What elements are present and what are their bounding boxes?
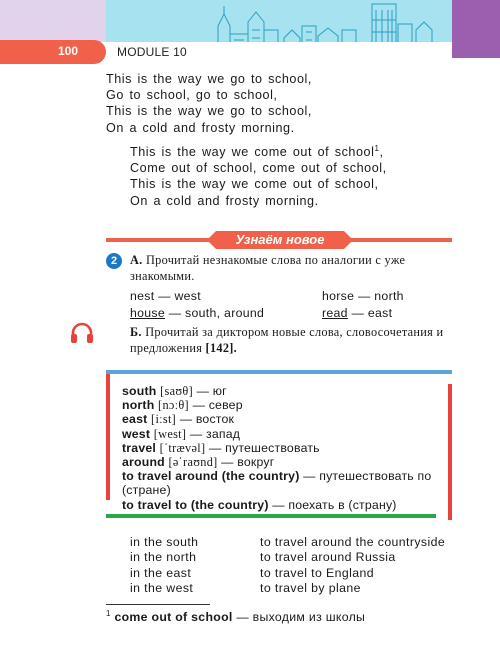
vocab-box-right-border bbox=[448, 384, 452, 520]
poem-verse-1 bbox=[106, 71, 312, 136]
vocab-entry: to travel around (the country) — путешествовать по (стране) bbox=[122, 469, 432, 498]
vocab-box-bottom-border bbox=[106, 514, 436, 518]
footnote: $^1$ come out of school — выходим из школы bbox=[106, 608, 366, 624]
phrase-list-right bbox=[260, 535, 445, 597]
footnote-mark: 1 bbox=[374, 143, 380, 153]
poem-line: On a cold and frosty morning. bbox=[130, 193, 319, 208]
headphones-icon[interactable] bbox=[70, 322, 94, 344]
phrase-item: in the west bbox=[130, 581, 194, 596]
vocab-box-left-border bbox=[106, 374, 110, 500]
header-lilac-block bbox=[0, 0, 108, 42]
phrase-list-left bbox=[130, 535, 198, 597]
vocab-entry: west [west] — запад bbox=[122, 426, 241, 441]
phrase-item: to travel around Russia bbox=[260, 550, 396, 565]
vocab-entry: south [saʊθ] — юг bbox=[122, 384, 227, 398]
footnote-divider bbox=[106, 604, 210, 605]
vocab-entry: travel [ˈtrævəl] — путешествовать bbox=[122, 440, 320, 455]
poem-line: This is the way we go to school, bbox=[106, 72, 312, 86]
task-2a-instruction: А. Прочитай незнакомые слова по аналогии с уже знакомыми. bbox=[130, 253, 406, 283]
word-pair: horse — north bbox=[322, 289, 404, 303]
poem-line: This is the way we come out of school, bbox=[130, 177, 379, 192]
poem-line: Go to school, go to school, bbox=[106, 88, 278, 103]
vocabulary-list bbox=[122, 384, 440, 512]
vocab-entry: to travel to (the country) — поехать в (страну) bbox=[122, 497, 397, 512]
phrase-item: to travel to England bbox=[260, 565, 374, 580]
header-purple-block bbox=[452, 0, 500, 58]
word-pair: house — south, around bbox=[130, 306, 265, 320]
poem-verse-2 bbox=[130, 144, 387, 209]
phrase-item: in the east bbox=[130, 565, 192, 580]
vocab-entry: around [əˈraʊnd] — вокруг bbox=[122, 455, 275, 470]
poem-line: On a cold and frosty morning. bbox=[106, 120, 295, 135]
phrase-item: in the north bbox=[130, 550, 197, 565]
task-number-badge: 2 bbox=[106, 253, 122, 269]
poem-line: Come out of school, come out of school, bbox=[130, 161, 387, 176]
phrase-item: to travel around the countryside bbox=[260, 535, 446, 549]
page-number: 100 bbox=[58, 44, 79, 58]
vocab-box-top-border bbox=[106, 370, 452, 374]
task-2b-instruction: Б. Прочитай за диктором новые слова, словосочетания и предложения [142]. bbox=[130, 325, 444, 355]
word-pair: nest — west bbox=[130, 289, 201, 303]
word-pair: read — east bbox=[322, 306, 393, 320]
vocab-entry: north [nɔːθ] — север bbox=[122, 398, 243, 413]
poem-line: This is the way we come out of school$^1$, bbox=[130, 143, 384, 159]
vocab-entry: east [iːst] — восток bbox=[122, 412, 235, 427]
section-title: Узнаём новое bbox=[216, 231, 344, 249]
phrase-item: to travel by plane bbox=[260, 581, 361, 596]
phrase-item: in the south bbox=[130, 535, 199, 549]
module-label: MODULE 10 bbox=[117, 45, 187, 59]
poem-line: This is the way we go to school, bbox=[106, 104, 312, 119]
footnote-number: 1 bbox=[106, 608, 111, 618]
